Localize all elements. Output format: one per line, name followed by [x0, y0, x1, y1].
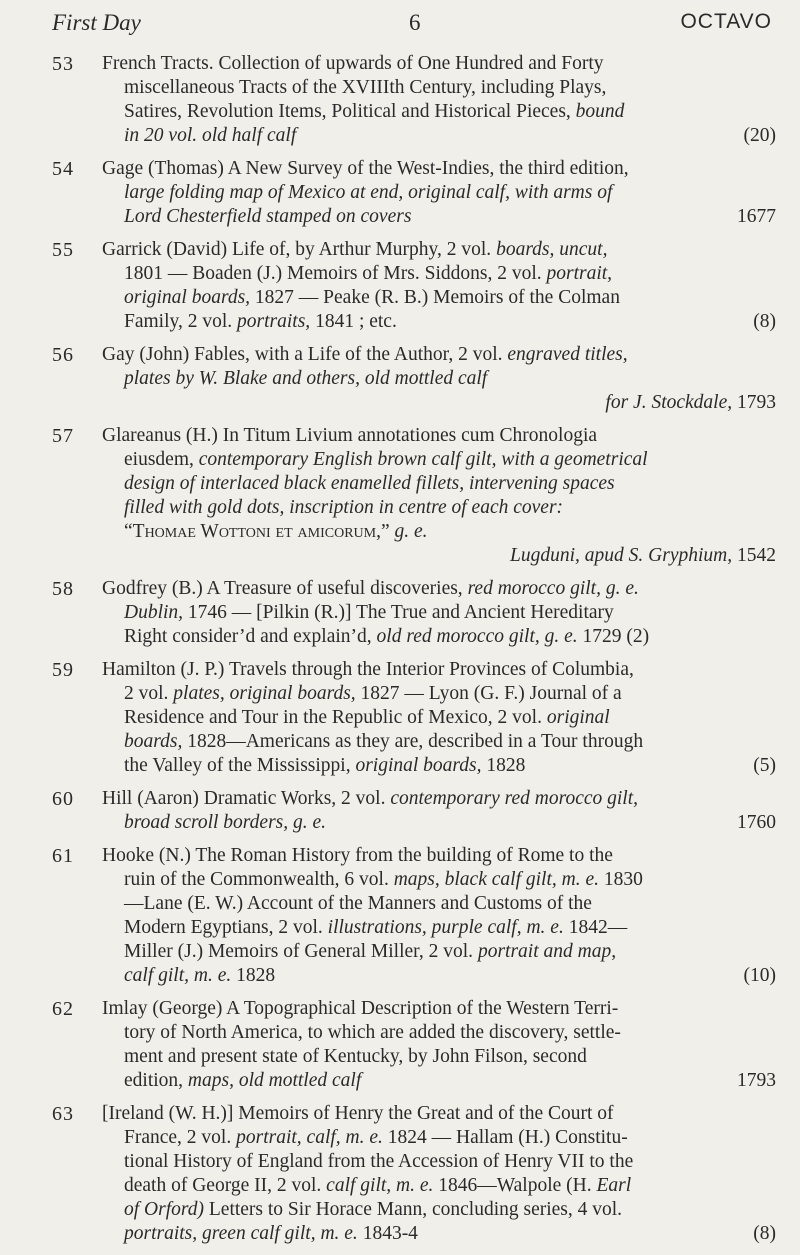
description-text: tory of North America, to which are added the discovery, settle-	[124, 1022, 621, 1043]
description-text: portrait, calf, m. e.	[236, 1127, 383, 1148]
description-text: portraits,	[237, 311, 311, 332]
description-text: filled with gold dots, inscription in centre of each cover:	[124, 497, 564, 518]
description-text: bound	[575, 101, 625, 122]
description-text: original boards,	[124, 287, 251, 308]
description-text: miscellaneous Tracts of the XVIIIth Century, including Plays,	[124, 77, 607, 98]
lot-date: 1677	[737, 206, 776, 227]
lot-description	[102, 844, 776, 988]
lot-description	[102, 577, 776, 649]
description-text: broad scroll borders, g. e.	[124, 812, 327, 833]
description-text: original boards,	[355, 755, 482, 776]
description-text: Hill (Aaron) Dramatic Works, 2 vol.	[102, 788, 386, 809]
lot-number: 57	[52, 425, 74, 447]
day-label: First Day	[52, 10, 141, 35]
lot-date: 1793	[737, 1070, 776, 1091]
description-text: 1827 — Lyon (G. F.) Journal of a	[360, 683, 622, 704]
lot-price: (8)	[753, 1223, 776, 1244]
description-text: contemporary red morocco gilt,	[390, 788, 639, 809]
lot-number: 55	[52, 239, 74, 261]
format-label: OCTAVO	[680, 10, 772, 33]
description-text: 1842—	[568, 917, 628, 938]
lot-date: 1760	[737, 812, 776, 833]
lot-54	[0, 157, 800, 229]
description-text: of Orford)	[124, 1199, 204, 1220]
lot-description	[102, 658, 776, 778]
description-text: [Ireland (W. H.)] Memoirs of Henry the Great and of the Court of	[102, 1103, 614, 1124]
description-text: ment and present state of Kentucky, by John Filson, second	[124, 1046, 587, 1067]
description-text: portrait,	[546, 263, 613, 284]
description-text: g. e.	[394, 521, 428, 542]
description-text: portraits, green calf gilt, m. e.	[124, 1223, 358, 1244]
description-text: boards, uncut,	[496, 239, 608, 260]
lot-price: (20)	[743, 125, 776, 146]
description-text: illustrations, purple calf, m. e.	[327, 917, 564, 938]
description-text: Gage (Thomas) A New Survey of the West-Indies, the third edition,	[102, 158, 629, 179]
description-text: Miller (J.) Memoirs of General Miller, 2 vol.	[124, 941, 474, 962]
lot-description	[102, 238, 776, 334]
description-text: Imlay (George) A Topographical Description of the Western Terri-	[102, 998, 619, 1019]
description-text: Right consider’d and explain’d,	[124, 626, 372, 647]
description-text: death of George II, 2 vol.	[124, 1175, 322, 1196]
description-text: tional History of England from the Accession of Henry VII to the	[124, 1151, 634, 1172]
lot-description	[102, 1102, 776, 1246]
lot-date: 1793	[737, 392, 776, 413]
description-text: 1846—Walpole (H.	[438, 1175, 592, 1196]
description-text: Lugduni, apud S. Gryphium,	[510, 545, 733, 566]
lot-number: 62	[52, 998, 74, 1020]
description-text: French Tracts. Collection of upwards of One Hundred and Forty	[102, 53, 604, 74]
description-text: 1830	[603, 869, 643, 890]
lot-62	[0, 997, 800, 1093]
lot-description	[102, 424, 776, 568]
description-text: eiusdem,	[124, 449, 194, 470]
description-text: red morocco gilt, g. e.	[467, 578, 639, 599]
description-text: Family, 2 vol.	[124, 311, 233, 332]
lot-58	[0, 577, 800, 649]
lot-description	[102, 997, 776, 1093]
description-text: 1843-4	[362, 1223, 418, 1244]
description-text: 1828	[486, 755, 526, 776]
description-text: Satires, Revolution Items, Political and Historical Pieces,	[124, 101, 571, 122]
lot-price: (10)	[743, 965, 776, 986]
description-text: plates, original boards,	[173, 683, 356, 704]
page-number: 6	[409, 10, 421, 35]
lot-number: 63	[52, 1103, 74, 1125]
page-header	[52, 10, 772, 44]
description-text: design of interlaced black enamelled fillets, intervening spaces	[124, 473, 615, 494]
lot-number: 61	[52, 845, 74, 867]
description-text: 1746 — [Pilkin (R.)] The True and Ancient Hereditary	[187, 602, 614, 623]
description-text: engraved titles,	[507, 344, 628, 365]
description-text: for J. Stockdale,	[605, 392, 733, 413]
lot-number: 60	[52, 788, 74, 810]
description-text: 1841 ; etc.	[315, 311, 397, 332]
lot-date: 1542	[737, 545, 776, 566]
lot-56	[0, 343, 800, 415]
lot-53	[0, 52, 800, 148]
description-text: ruin of the Commonwealth, 6 vol.	[124, 869, 389, 890]
lot-55	[0, 238, 800, 334]
description-text: old red morocco gilt, g. e.	[376, 626, 578, 647]
description-text: large folding map of Mexico at end, original calf, with arms of	[124, 182, 613, 203]
lot-number: 53	[52, 53, 74, 75]
description-text: 1828—Americans as they are, described in a Tour through	[187, 731, 644, 752]
description-text: boards,	[124, 731, 183, 752]
description-text: Glareanus (H.) In Titum Livium annotationes cum Chronologia	[102, 425, 598, 446]
description-text: contemporary English brown calf gilt, with a geometrical	[198, 449, 648, 470]
lot-price: (5)	[753, 755, 776, 776]
description-text: Lord Chesterfield stamped on covers	[124, 206, 412, 227]
description-text: “Thomae Wottoni et amicorum,”	[124, 521, 390, 542]
lot-number: 56	[52, 344, 74, 366]
description-text: in 20 vol. old half calf	[124, 125, 297, 146]
lot-price: (8)	[753, 311, 776, 332]
description-text: Garrick (David) Life of, by Arthur Murphy, 2 vol.	[102, 239, 492, 260]
lot-63	[0, 1102, 800, 1246]
description-text: Dublin,	[124, 602, 184, 623]
description-text: Hooke (N.) The Roman History from the building of Rome to the	[102, 845, 613, 866]
description-text: calf gilt, m. e.	[326, 1175, 434, 1196]
description-text: —Lane (E. W.) Account of the Manners and Customs of the	[124, 893, 592, 914]
lot-number: 58	[52, 578, 74, 600]
description-text: 1828	[236, 965, 276, 986]
description-text: Godfrey (B.) A Treasure of useful discoveries,	[102, 578, 463, 599]
description-text: Residence and Tour in the Republic of Mexico, 2 vol.	[124, 707, 542, 728]
description-text: portrait and map,	[477, 941, 617, 962]
description-text: 1827 — Peake (R. B.) Memoirs of the Colman	[254, 287, 620, 308]
lot-57	[0, 424, 800, 568]
lot-number: 54	[52, 158, 74, 180]
lot-description	[102, 52, 776, 148]
catalogue-entries	[0, 52, 800, 1255]
description-text: maps, black calf gilt, m. e.	[393, 869, 599, 890]
lot-61	[0, 844, 800, 988]
description-text: Hamilton (J. P.) Travels through the Interior Provinces of Columbia,	[102, 659, 634, 680]
lot-date: 1729 (2)	[582, 626, 650, 647]
description-text: Gay (John) Fables, with a Life of the Author, 2 vol.	[102, 344, 503, 365]
description-text: the Valley of the Mississippi,	[124, 755, 351, 776]
description-text: Modern Egyptians, 2 vol.	[124, 917, 323, 938]
lot-description	[102, 157, 776, 229]
description-text: France, 2 vol.	[124, 1127, 232, 1148]
description-text: maps, old mottled calf	[187, 1070, 362, 1091]
description-text: plates by W. Blake and others, old mottled calf	[124, 368, 488, 389]
description-text: original	[546, 707, 610, 728]
lot-60	[0, 787, 800, 835]
description-text: Letters to Sir Horace Mann, concluding series, 4 vol.	[208, 1199, 623, 1220]
description-text: calf gilt, m. e.	[124, 965, 232, 986]
lot-59	[0, 658, 800, 778]
description-text: 1801 — Boaden (J.) Memoirs of Mrs. Siddons, 2 vol.	[124, 263, 542, 284]
description-text: 1824 — Hallam (H.) Constitu-	[387, 1127, 628, 1148]
description-text: Earl	[596, 1175, 632, 1196]
lot-description	[102, 343, 776, 415]
description-text: 2 vol.	[124, 683, 169, 704]
description-text: edition,	[124, 1070, 184, 1091]
lot-description	[102, 787, 776, 835]
lot-number: 59	[52, 659, 74, 681]
